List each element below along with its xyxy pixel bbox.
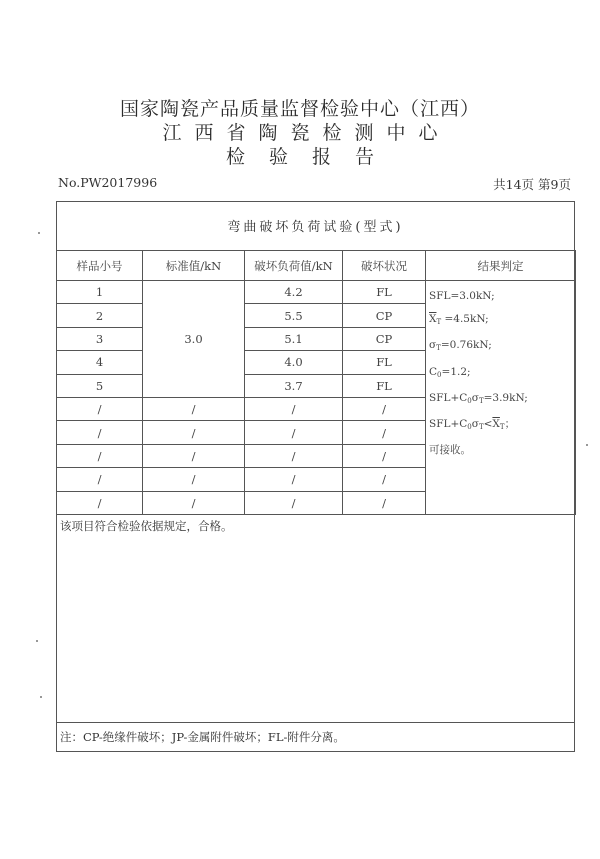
scan-speck	[586, 444, 588, 446]
scan-speck	[40, 696, 42, 698]
results-table	[56, 250, 576, 515]
result-sfl: SFL=3.0kN;	[429, 290, 495, 302]
scan-speck	[36, 640, 38, 642]
cell-status: /	[343, 397, 426, 420]
cell-status: FL	[343, 351, 426, 374]
cell-load: 4.0	[245, 351, 343, 374]
cell-sample-no: 1	[57, 281, 143, 304]
cell-load: 3.7	[245, 374, 343, 397]
result-sigma: $\sigma_T=0.76kN$;	[429, 339, 492, 353]
cell-status: CP	[343, 304, 426, 327]
col-header: 样品小号	[57, 251, 143, 281]
cell-load: /	[245, 421, 343, 444]
note-divider	[56, 722, 575, 723]
cell-standard-value: /	[143, 491, 245, 514]
cell-sample-no: 5	[57, 374, 143, 397]
cell-sample-no: 4	[57, 351, 143, 374]
cell-load: /	[245, 491, 343, 514]
scan-speck	[38, 232, 40, 234]
cell-load: 4.2	[245, 281, 343, 304]
cell-sample-no: /	[57, 397, 143, 420]
cell-load: /	[245, 468, 343, 491]
result-accept: 可接收。	[429, 444, 471, 457]
result-sum2: $SFL+C_0\sigma_T<\overline{X}_T$；	[429, 418, 516, 432]
result-sum1: $SFL+C_0\sigma_T=3.9kN$;	[429, 391, 528, 405]
section-title: 弯曲破坏负荷试验(型式)	[56, 201, 575, 251]
cell-status: FL	[343, 281, 426, 304]
cell-standard-value: /	[143, 397, 245, 420]
cell-sample-no: /	[57, 491, 143, 514]
col-header: 标准值/kN	[143, 251, 245, 281]
cell-status: FL	[343, 374, 426, 397]
cell-sample-no: 3	[57, 327, 143, 350]
result-cell	[426, 281, 576, 515]
cell-sample-no: /	[57, 444, 143, 467]
page-indicator: 共14页 第9页	[493, 177, 571, 192]
cell-sample-no: 2	[57, 304, 143, 327]
cell-status: /	[343, 421, 426, 444]
col-header: 结果判定	[426, 251, 576, 281]
header-line1: 国家陶瓷产品质量监督检验中心（江西）	[119, 98, 480, 120]
conclusion-text: 该项目符合检验依据规定，合格。	[60, 519, 233, 533]
cell-standard-value: /	[143, 444, 245, 467]
cell-status: /	[343, 468, 426, 491]
cell-load: /	[245, 397, 343, 420]
col-header: 破坏状况	[343, 251, 426, 281]
report-number: No.PW2017996	[58, 175, 158, 190]
cell-load: /	[245, 444, 343, 467]
cell-status: /	[343, 491, 426, 514]
header-line2: 江西省陶瓷检测中心	[162, 122, 451, 144]
result-c0: $C_0=1.2$;	[429, 365, 471, 379]
cell-status: /	[343, 444, 426, 467]
footnote: 注：CP-绝缘件破坏；JP-金属附件破坏；FL-附件分离。	[60, 730, 345, 744]
col-header: 破坏负荷值/kN	[245, 251, 343, 281]
cell-load: 5.1	[245, 327, 343, 350]
cell-standard-value: 3.0	[143, 281, 245, 398]
result-xt: $\overline{X}_T =4.5kN$;	[429, 313, 489, 327]
cell-standard-value: /	[143, 468, 245, 491]
cell-sample-no: /	[57, 468, 143, 491]
cell-status: CP	[343, 327, 426, 350]
cell-sample-no: /	[57, 421, 143, 444]
table-row	[57, 281, 576, 304]
cell-standard-value: /	[143, 421, 245, 444]
table-header-row	[57, 251, 576, 281]
header-line3: 检验报告	[225, 146, 398, 168]
cell-load: 5.5	[245, 304, 343, 327]
